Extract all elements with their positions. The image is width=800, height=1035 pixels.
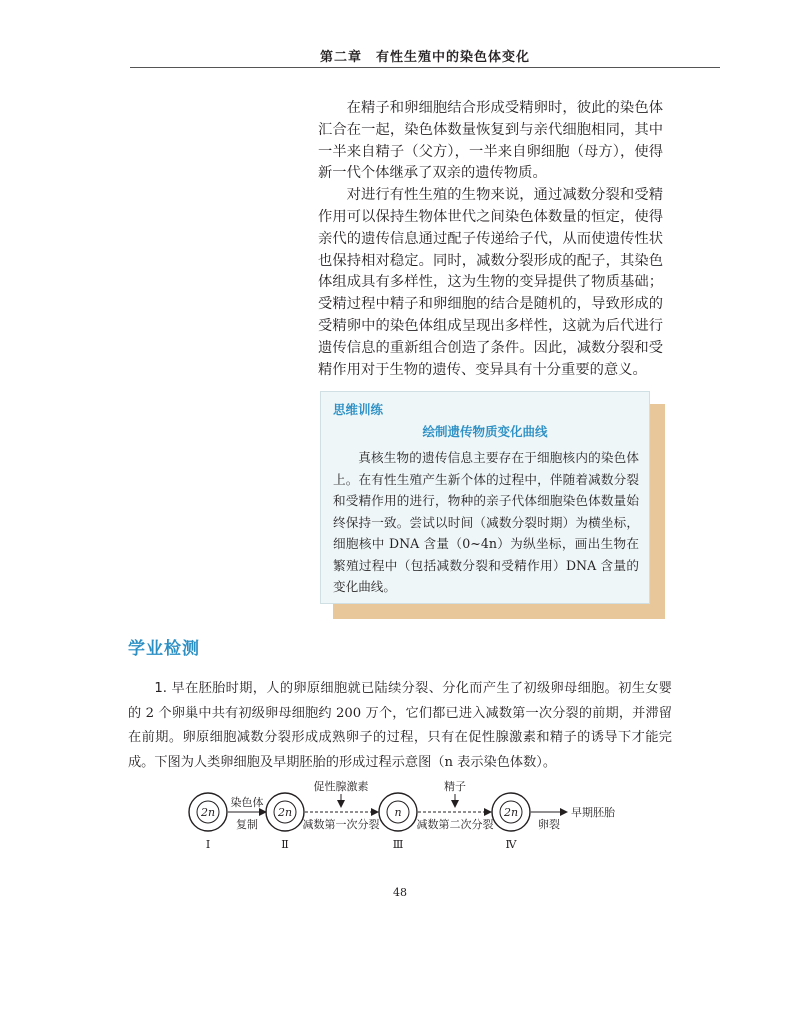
arrow-3-above: 精子 (444, 780, 466, 793)
arrow-1-below: 复制 (236, 818, 258, 831)
header-rule (130, 67, 720, 68)
thinking-training-box (320, 391, 650, 604)
cell-1 (189, 793, 227, 851)
cell-3-label: Ⅲ (392, 838, 404, 851)
question-paragraph (128, 677, 672, 775)
arrow-1-above: 染色体 (230, 796, 264, 809)
thinking-box-title: 绘制遗传物质变化曲线 (422, 424, 548, 439)
cell-2-chromosome: 2n (277, 806, 293, 819)
question-1 (128, 677, 672, 775)
thinking-box-text (333, 447, 639, 598)
arrow-2-above: 促性腺激素 (313, 780, 369, 793)
cell-1-chromosome: 2n (200, 806, 216, 819)
cell-1-label: Ⅰ (205, 838, 211, 851)
thinking-box-paragraph: 真核生物的遗传信息主要存在于细胞核内的染色体上。在有性生殖产生新个体的过程中，伴随着减数分裂和受精作用的进行，物种的亲子代体细胞染色体数量始终保持一致。尝试以时间（减数分裂时期）为横坐标，细胞核中 DNA 含量（0~4n）为纵坐标，画出生物在繁殖过程中（包括减数分裂和受精作用）DNA 含量的变化曲线。 (333, 450, 639, 594)
question-text: 早在胚胎时期，人的卵原细胞就已陆续分裂、分化而产生了初级卵母细胞。初生女婴的 2 个卵巢中共有初级卵母细胞约 200 万个，它们都已进入减数第一次分裂的前期，并滞留在前期。卵原细胞减数分裂形成成熟卵子的过程，只有在促性腺激素和精子的诱导下才能完成。下图为人类卵细胞及早期胚胎的形成过程示意图（n 表示染色体数）。 (128, 681, 672, 770)
cell-3-chromosome: n (394, 806, 402, 819)
cell-2-label: Ⅱ (281, 838, 289, 851)
arrow-3-below: 减数第二次分裂 (416, 818, 494, 831)
arrow-2 (303, 779, 380, 831)
cell-4-label: Ⅳ (505, 838, 517, 851)
section-heading: 学业检测 (128, 639, 200, 659)
arrow-4-below: 卵裂 (538, 818, 560, 831)
cell-2 (266, 793, 304, 851)
body-paragraph-1: 在精子和卵细胞结合形成受精卵时，彼此的染色体汇合在一起，染色体数量恢复到与亲代细胞相同，其中一半来自精子（父方），一半来自卵细胞（母方），使得新一代个体继承了双亲的遗传物质。 (318, 100, 663, 182)
cell-3 (379, 793, 417, 851)
page-number: 48 (393, 886, 407, 899)
running-header: 第二章 有性生殖中的染色体变化 (319, 50, 530, 65)
arrow-3 (417, 779, 494, 831)
arrow-4 (531, 812, 567, 831)
thinking-box-kicker: 思维训练 (333, 402, 384, 417)
body-paragraph-2: 对进行有性生殖的生物来说，通过减数分裂和受精作用可以保持生物体世代之间染色体数量的恒定，使得亲代的遗传信息通过配子传递给子代，从而使遗传性状也保持相对稳定。同时，减数分裂形成的配子，其染色体组成具有多样性，这为生物的变异提供了物质基础；受精过程中精子和卵细胞的结合是随机的，导致形成的受精卵中的染色体组成呈现出多样性，这就为后代进行遗传信息的重新组合创造了条件。因此，减数分裂和受精作用对于生物的遗传、变异具有十分重要的意义。 (318, 187, 663, 378)
arrow-2-below: 减数第一次分裂 (302, 818, 380, 831)
cell-4 (492, 793, 530, 851)
question-number: 1. (154, 681, 167, 696)
arrow-1 (228, 795, 266, 831)
oocyte-formation-diagram (175, 776, 645, 856)
early-embryo-label: 早期胚胎 (571, 806, 615, 819)
body-text (318, 98, 663, 381)
cell-4-chromosome: 2n (503, 806, 519, 819)
